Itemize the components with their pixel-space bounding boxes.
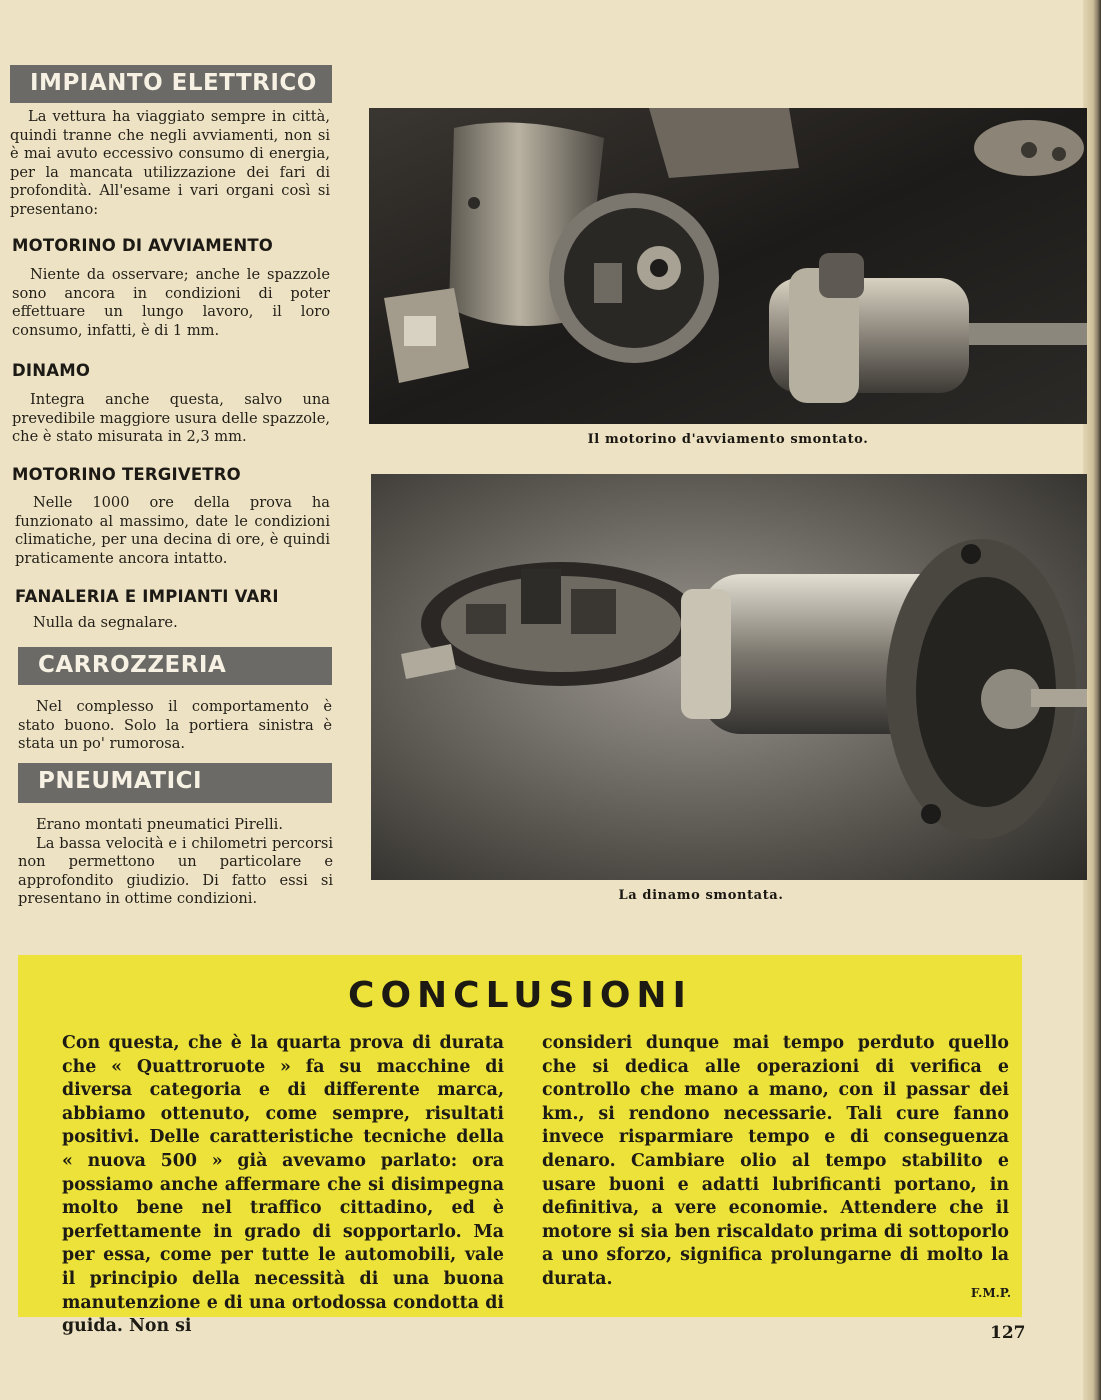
motorino-paragraph (12, 266, 330, 340)
fanaleria-paragraph (15, 614, 330, 633)
dynamo-caption: La dinamo smontata. (618, 888, 784, 903)
conclusions-column-2: consideri dunque mai tempo perduto quello che si dedica alle operazioni di verifica e controllo che mano a mano, con il passar dei km., si rendono necessarie. Tali cure fanno invece risparmiare tempo e di conseguenza denaro. Cambiare olio al tempo stabilito e usare buoni e adatti lubrificanti portano, in definitiva, a vere economie. Attendere che il motore si sia ben riscaldato prima di sottoporlo a uno sforzo, significa prolungarne di molto la durata. (542, 1033, 1009, 1289)
pneumatici-text-1: Erano montati pneumatici Pirelli. (36, 816, 283, 833)
section-banner-impianto-elettrico (10, 65, 332, 103)
heading-fanaleria: FANALERIA E IMPIANTI VARI (15, 587, 279, 606)
carrozzeria-paragraph (18, 698, 332, 754)
banner-title: CARROZZERIA (38, 652, 227, 678)
dinamo-paragraph (12, 391, 330, 447)
conclusions-title: CONCLUSIONI (348, 975, 692, 1016)
banner-title: PNEUMATICI (38, 768, 203, 794)
tergivetro-text: Nelle 1000 ore della prova ha funzionato al massimo, date le condizioni climatiche, per una decina di ore, è quindi praticamente ancora intatto. (15, 494, 330, 567)
pneumatici-text-2: La bassa velocità e i chilometri percorsi non permettono un particolare e approfondito giudizio. Di fatto essi si presentano in ottime condizioni. (18, 834, 333, 908)
section-banner-pneumatici (18, 763, 332, 803)
pneumatici-paragraph (18, 816, 333, 909)
impianto-paragraph (10, 108, 330, 220)
fanaleria-text: Nulla da segnalare. (33, 614, 178, 631)
conclusions-column-1: Con questa, che è la quarta prova di durata che « Quattroruote » fa su macchine di diversa categoria e di differente marca, abbiamo ottenuto, come sempre, risultati positivi. Delle caratteristiche tecniche della « nuova 500 » già avevamo parlato: ora possiamo anche affermare che si disimpegna molto bene nel traffico cittadino, ed è perfettamente in grado di sopportarlo. Ma per essa, come per tutte le automobili, vale il principio della necessità di una buona manutenzione e di una ortodossa condotta di guida. Non si (62, 1033, 504, 1337)
dynamo-photo (371, 474, 1087, 880)
author-signature: F.M.P. (970, 1286, 1011, 1300)
impianto-text: La vettura ha viaggiato sempre in città, quindi tranne che negli avviamenti, non si è mai avuto eccessivo consumo di energia, per la mancata utilizzazione dei fari di profondità. All'esame i vari organi così si presentano: (10, 108, 330, 218)
dinamo-text: Integra anche questa, salvo una prevedibile maggiore usura delle spazzole, che è stato misurata in 2,3 mm. (12, 391, 330, 446)
section-banner-carrozzeria (18, 647, 332, 685)
motorino-text: Niente da osservare; anche le spazzole sono ancora in condizioni di poter effettuare un lungo lavoro, il loro consumo, infatti, è di 1 mm. (12, 266, 330, 339)
heading-dinamo: DINAMO (12, 361, 91, 380)
banner-title: IMPIANTO ELETTRICO (30, 70, 317, 96)
starter-motor-photo (369, 108, 1087, 424)
carrozzeria-text: Nel complesso il comportamento è stato buono. Solo la portiera sinistra è stata un po' rumorosa. (18, 698, 332, 753)
page-number: 127 (990, 1323, 1026, 1343)
heading-motorino-avviamento: MOTORINO DI AVVIAMENTO (12, 236, 274, 255)
tergivetro-paragraph (15, 494, 330, 568)
starter-motor-caption: Il motorino d'avviamento smontato. (587, 432, 869, 447)
heading-motorino-tergivetro: MOTORINO TERGIVETRO (12, 465, 241, 484)
